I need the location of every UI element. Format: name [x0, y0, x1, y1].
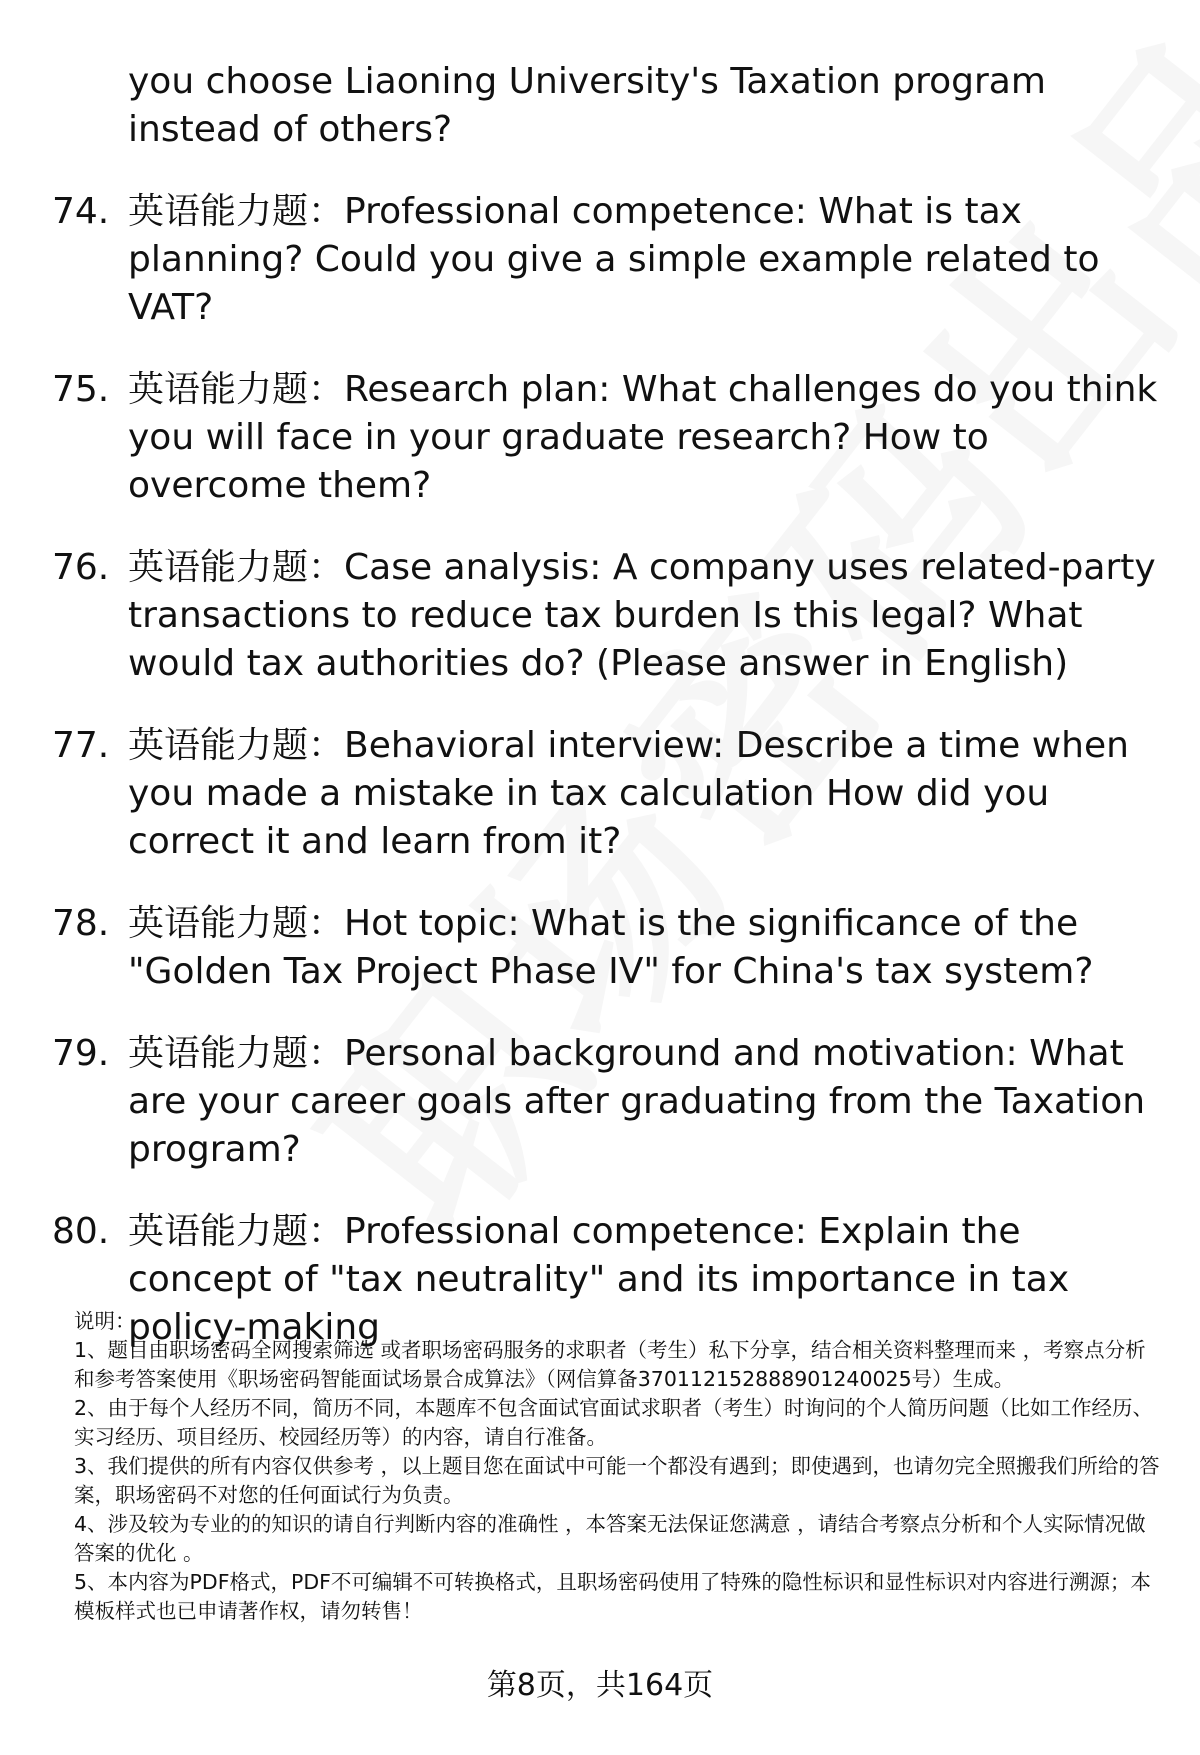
note-item: 4、涉及较为专业的的知识的请自行判断内容的准确性 ，本答案无法保证您满意 ，请结合考察点分析和个人实际情况做答案的优化 。	[74, 1512, 1146, 1565]
question-text: 英语能力题：Professional competence: What is tax planning? Could you give a simple example related to VAT?	[128, 191, 1100, 328]
question-number: 77.	[52, 725, 110, 766]
question-number: 75.	[52, 369, 110, 410]
question-item	[0, 188, 1200, 332]
question-item	[0, 722, 1200, 866]
question-text: 英语能力题：Behavioral interview: Describe a time when you made a mistake in tax calculation How did you correct it and learn from it?	[128, 725, 1129, 862]
question-item	[0, 1030, 1200, 1174]
question-number: 79.	[52, 1033, 110, 1074]
question-text: 英语能力题：Personal background and motivation: What are your career goals after graduating from the Taxation program?	[128, 1033, 1146, 1170]
question-number: 80.	[52, 1211, 110, 1252]
note-item: 5、本内容为PDF格式，PDF不可编辑不可转换格式，且职场密码使用了特殊的隐性标识和显性标识对内容进行溯源；本模板样式也已申请著作权，请勿转售！	[74, 1570, 1151, 1623]
page-footer: 第8页，共164页	[486, 1668, 714, 1703]
question-text: 英语能力题：Case analysis: A company uses related-party transactions to reduce tax burden Is this legal? What would tax authorities do? (Please answer in English)	[128, 547, 1156, 684]
question-number: 76.	[52, 547, 110, 588]
notes-heading: 说明：	[74, 1309, 136, 1333]
question-item	[0, 900, 1200, 996]
notes-section	[74, 1307, 1164, 1626]
question-item	[0, 544, 1200, 688]
note-item: 2、由于每个人经历不同，简历不同，本题库不包含面试官面试求职者（考生）时询问的个人简历问题（比如工作经历、实习经历、项目经历、校园经历等）的内容，请自行准备。	[74, 1396, 1154, 1449]
question-text: 英语能力题：Hot topic: What is the significance of the "Golden Tax Project Phase IV" for China's tax system?	[128, 903, 1094, 992]
question-number: 74.	[52, 191, 110, 232]
question-item	[0, 366, 1200, 510]
question-number: 78.	[52, 903, 110, 944]
question-text: 英语能力题：Professional competence: Explain the concept of "tax neutrality" and its importance in tax policy-making	[128, 1211, 1070, 1348]
note-item: 3、我们提供的所有内容仅供参考 ，以上题目您在面试中可能一个都没有遇到；即使遇到，也请勿完全照搬我们所给的答案，职场密码不对您的任何面试行为负责。	[74, 1454, 1160, 1507]
note-item: 1、题目由职场密码全网搜索筛选 或者职场密码服务的求职者（考生）私下分享，结合相关资料整理而来 ，考察点分析和参考答案使用《职场密码智能面试场景合成算法》（网信算备370112152888901240025号）生成。	[74, 1338, 1146, 1391]
question-continuation: you choose Liaoning University's Taxation program instead of others?	[128, 61, 1046, 150]
question-list	[0, 58, 1200, 1352]
question-text: 英语能力题：Research plan: What challenges do you think you will face in your graduate research? How to overcome them?	[128, 369, 1158, 506]
